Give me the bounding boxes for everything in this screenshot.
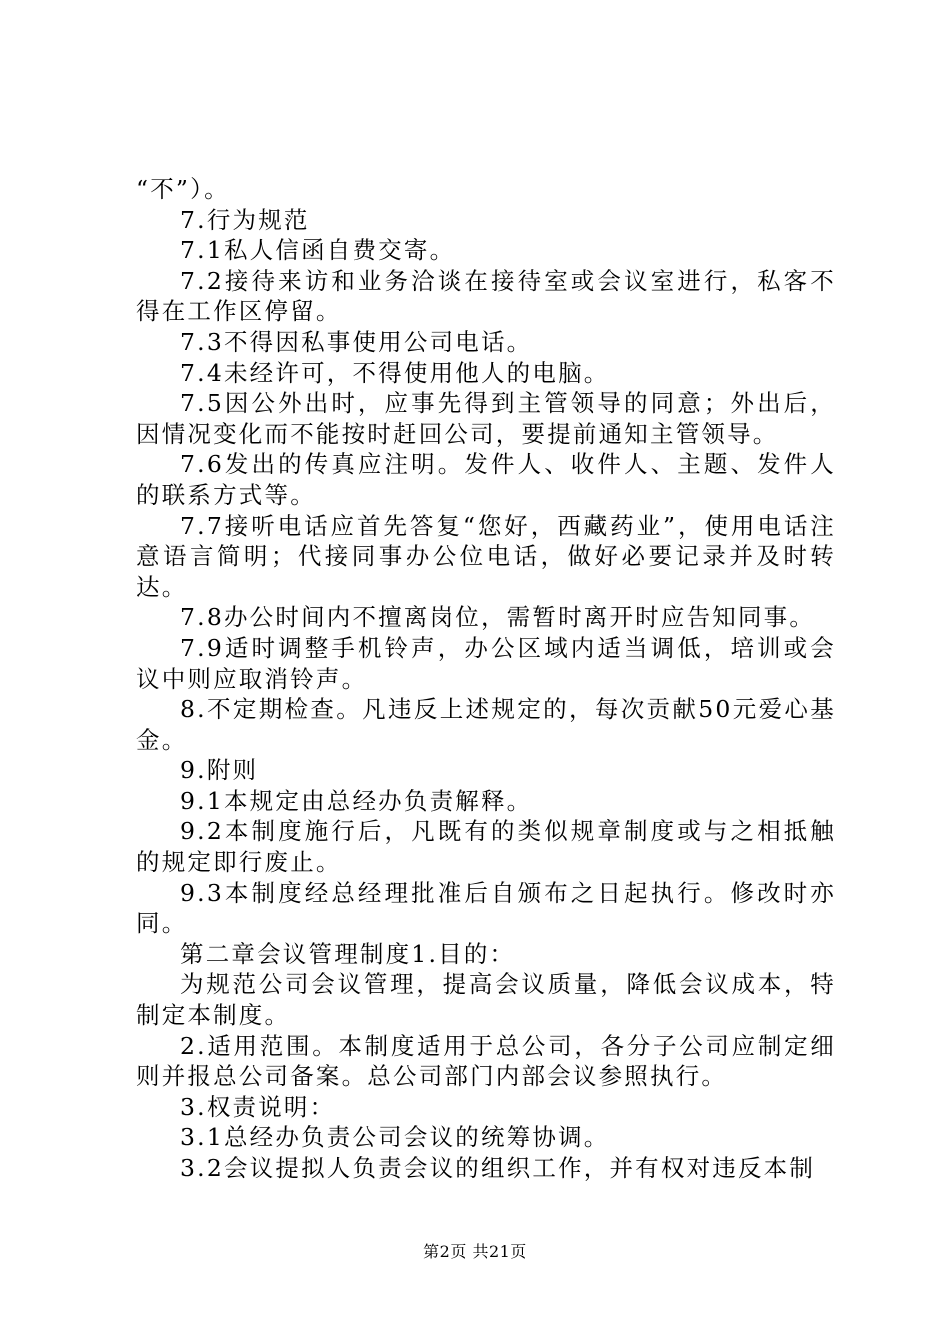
paragraph: 7.2接待来访和业务洽谈在接待室或会议室进行，私客不得在工作区停留。 (136, 266, 836, 326)
paragraph: 7.3不得因私事使用公司电话。 (180, 327, 533, 356)
paragraph: “不”）。 (136, 175, 230, 203)
paragraph: 3.1总经办负责公司会议的统筹协调。 (180, 1123, 610, 1152)
paragraph: 7.9适时调整手机铃声，办公区域内适当调低，培训或会议中则应取消铃声。 (136, 633, 836, 693)
paragraph: 7.1私人信函自费交寄。 (180, 236, 456, 265)
paragraph: 9.2本制度施行后，凡既有的类似规章制度或与之相抵触的规定即行废止。 (136, 817, 836, 877)
paragraph: 7.8办公时间内不擅离岗位，需暂时离开时应告知同事。 (180, 603, 816, 632)
paragraph: 2.适用范围。本制度适用于总公司，各分子公司应制定细则并报总公司备案。总公司部门内部会议参照执行。 (136, 1031, 836, 1091)
page-number-footer: 第2页 共21页 (423, 1242, 527, 1261)
paragraph: 9.1本规定由总经办负责解释。 (180, 786, 533, 815)
paragraph: 9.3本制度经总经理批准后自颁布之日起执行。修改时亦同。 (136, 878, 836, 938)
document-body (136, 174, 836, 1184)
paragraph: 3.2会议提拟人负责会议的组织工作，并有权对违反本制 (180, 1154, 816, 1182)
section-heading: 9.附则 (180, 756, 259, 785)
paragraph: 7.6发出的传真应注明。发件人、收件人、主题、发件人的联系方式等。 (136, 450, 836, 509)
section-heading: 3.权责说明： (180, 1092, 336, 1121)
paragraph: 7.5因公外出时，应事先得到主管领导的同意；外出后，因情况变化而不能按时赶回公司，要提前通知主管领导。 (136, 389, 836, 448)
section-heading: 7.行为规范 (180, 205, 310, 234)
chapter-heading: 第二章会议管理制度1.目的： (180, 939, 516, 968)
paragraph: 7.4未经许可，不得使用他人的电脑。 (180, 358, 610, 387)
paragraph: 7.7接听电话应首先答复“您好，西藏药业”，使用电话注意语言简明；代接同事办公位电话，做好必要记录并及时转达。 (136, 511, 836, 601)
paragraph: 为规范公司会议管理，提高会议质量，降低会议成本，特制定本制度。 (136, 970, 836, 1030)
paragraph: 8.不定期检查。凡违反上述规定的，每次贡献50元爱心基金。 (136, 695, 836, 754)
